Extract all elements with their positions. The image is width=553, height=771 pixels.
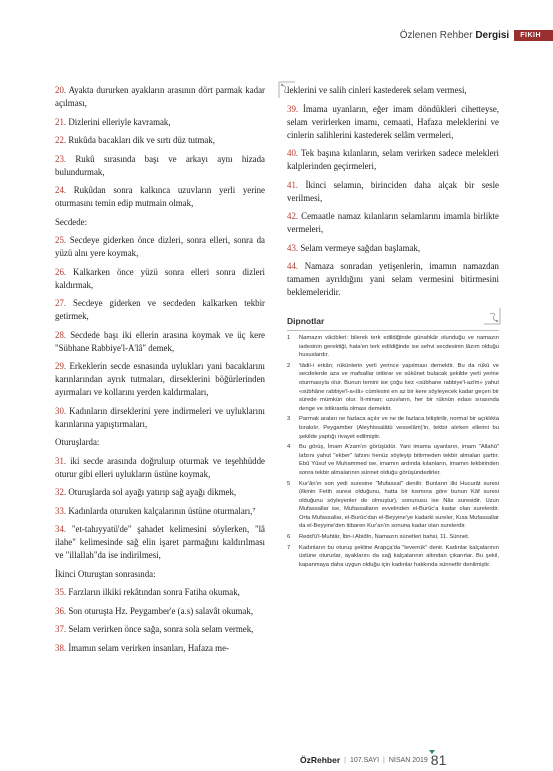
footer-separator: | — [344, 756, 346, 764]
footnote-text: Namazın vâcibleri: bilerek terk edildiğinde günahkâr olunduğu ve namazın iadesinin gerektiği, hata'en terk edildiğinde ise sehvi secdesinin lâzım olduğu hususlardır. — [299, 335, 499, 359]
item-text: İmama uyanların, eğer imam döndükleri cihetteyse, selam verirlerken imamı, cemaati, Hafaza meleklerini ve cinlerin salihlerini kastederek selâm vermeleri, — [287, 103, 499, 140]
paragraph-item — [55, 486, 265, 499]
paragraph-item — [55, 505, 265, 518]
right-column-body — [287, 84, 499, 299]
item-text: Kadınların dirseklerini yere indirmeleri ve uyluklarını karınlarına yapıştırmaları, — [55, 405, 265, 429]
item-number: 26. — [55, 266, 67, 277]
paragraph-item — [287, 179, 499, 205]
paragraph-item — [55, 234, 265, 260]
item-number: 41. — [287, 179, 299, 190]
footnote — [287, 533, 499, 542]
paragraph-item — [55, 297, 265, 323]
item-text: Ayakta dururken ayakların arasının dört parmak kadar açılması, — [55, 85, 265, 108]
item-number: 44. — [287, 261, 299, 271]
footnote-number: 3 — [287, 416, 291, 423]
item-text: Dizlerini elleriyle kavramak, — [66, 116, 171, 127]
item-text: Rukû sırasında başı ve arkayı aynı hizada bulundurmak, — [55, 153, 265, 177]
paragraph-item — [55, 216, 265, 229]
item-number: 24. — [55, 185, 67, 195]
item-text: Tek başına kılanların, selam verirken sadece melekleri kalplerinden geçirmeleri, — [287, 148, 499, 171]
paragraph-item — [55, 360, 265, 399]
item-number: 23. — [55, 153, 67, 164]
item-number: 43. — [287, 242, 299, 253]
item-text: Selam verirken önce sağa, sonra sola selam vermek, — [66, 624, 254, 634]
item-number: 39. — [287, 103, 299, 114]
section-tag: FIKIH — [514, 30, 553, 41]
item-number: 34. — [55, 524, 67, 534]
item-number: 21. — [55, 116, 67, 127]
footnote-number: 5 — [287, 480, 291, 487]
paragraph-item — [55, 116, 265, 129]
item-text: Secdede: — [55, 216, 88, 227]
item-text: Kadınlarda oturuken kalçalarının üstüne oturmaları,⁷ — [66, 505, 256, 516]
paragraph-item — [55, 455, 265, 481]
paragraph-item — [287, 260, 499, 299]
footnote-number: 6 — [287, 534, 291, 541]
page-footer — [300, 752, 446, 768]
footnote — [287, 443, 499, 477]
footnotes-list — [287, 334, 499, 569]
footnotes-title: Dipnotlar — [287, 315, 499, 328]
item-text: Namaza sonradan yetişenlerin, imamın namazdan tamamen ayrıldığını yani selam vermesini bitirmesini beklemeleridir. — [287, 261, 499, 297]
footnote-text: Kadınların bu oturuş şekline Arapça'da "teverrük" denir. Kadınlar kalçalarının üstüne otururlar, ayaklarını da sağ kalçalarının altından çıkarırlar. Bu şekil, kapanmaya daha uygun olduğu için kadınlar hakkında sünnettir denilmiştir. — [299, 544, 499, 568]
paragraph-item — [55, 623, 265, 636]
footnote — [287, 415, 499, 441]
page-header — [400, 28, 553, 42]
item-number: 29. — [55, 361, 67, 371]
item-text: Erkeklerin secde esnasında uylukları yani bacaklarını karınlarından ayrık tutmaları, dirseklerini böğürlerinden ayırmaları ve kollarını yerden kaldırmaları, — [55, 361, 265, 397]
item-text: Secdede başı iki ellerin arasına koymak ve üç kere "Sübhane Rabbiye'l-A'lâ" demek, — [55, 329, 265, 353]
item-text: iki secde arasında doğruluıp oturmak ve teşehhüdde oturur gibi elleri uylukların üstüne koymak, — [55, 455, 265, 479]
paragraph-item — [55, 436, 265, 449]
item-text: İkinci selamın, birinciden daha alçak bir sesle verilmesi, — [287, 179, 499, 203]
item-text: Cemaatle namaz kılanların selamlarını imamla birlikte vermeleri, — [287, 211, 499, 234]
footnote — [287, 480, 499, 532]
footnote-text: Parmak araları ne fazlaca açılır ve ne de fazlaca bitiştirilir, normal bir açıklıkta bırakılır. Peygamber (Aleyhissalâtü vesselâm)'in, tekbir alırken ellerini bu şekilde yaptığı rivayet edilmiştir. — [299, 416, 499, 440]
item-number: 31. — [55, 455, 67, 466]
item-text: Secdeye giderken ve secdeden kalkarken tekbir getirmek, — [55, 298, 265, 321]
magazine-title — [400, 30, 510, 41]
footnote-number: 7 — [287, 544, 291, 551]
paragraph-item — [55, 605, 265, 618]
paragraph-item — [55, 84, 265, 110]
item-number: 30. — [55, 405, 67, 416]
footnote-text: 'tâdil-i erkân; rükünlerin yerli yerince yapılması demektir. Bu da rükû ve secdelerde aza ve mafsallar istikrar ve sükûnet bulacak şekilde yerli yerine oturmasıyla olur. Bunun temini ise çoğu kez «sübhane rabbiye'l-azîm» yahut «sübhâne rabbiye'l-a«lâ» cümlesini en az bir kere söyleyecek kadar geçen bir sürede mümkün olur. İt-minan; uzuvların, her bir rüknün edası sırasında denge ve istikrarda olması demektir. — [299, 362, 499, 412]
footnote-number: 1 — [287, 335, 291, 341]
magazine-title-bold: Dergisi — [475, 29, 510, 41]
item-number: 32. — [55, 487, 67, 497]
item-text: Oturuşlarda: — [55, 437, 100, 447]
item-text: "et-tahıyyatü'de" şahadet kelimesini söylerken, "lâ ilahe" kelimesinde sağ elin işaret parmağını kaldırılması ve "illallah"da ise indirilmesi, — [55, 524, 265, 560]
item-number: 27. — [55, 298, 67, 308]
item-number: 35. — [55, 587, 67, 597]
paragraph-item — [287, 210, 499, 236]
item-number: 33. — [55, 505, 67, 516]
footer-issue: 107.SAYI — [349, 756, 380, 764]
item-text: leklerini ve salih cinleri kastederek selam vermesi, — [287, 85, 467, 95]
item-text: Son oturuşta Hz. Peygamber'e (a.s) salavât okumak, — [66, 605, 254, 616]
item-text: Oturuşlarda sol ayağı yatırıp sağ ayağı dikmek, — [66, 487, 237, 497]
footnote-text: Bu görüş, İmam A'zam'ın görüşüdür. Yani imama uyanların, imam "Allahû" lafzını yahut "ekber" lafzını henüz söyleyip bitirmeden tekbir almaları şarttır. Ebû Yûsuf ve Muhammed ise, imamın ardında kılanların, imamın tekbirinden sonra tekbir almalarının sünnet olduğu görüşündedirler. — [299, 444, 499, 476]
item-number: 42. — [287, 211, 299, 221]
right-column — [287, 84, 499, 571]
item-number: 37. — [55, 624, 67, 634]
item-text: Farzların ilkiki rekâtından sonra Fatiha okumak, — [66, 587, 240, 597]
footer-logo: ÖzRehber — [300, 755, 341, 765]
paragraph-item — [55, 266, 265, 292]
paragraph-item — [55, 153, 265, 179]
item-number: 38. — [55, 642, 67, 653]
item-number: 28. — [55, 329, 67, 340]
item-text: Selam vermeye sağdan başlamak, — [298, 242, 421, 253]
footnote-number: 4 — [287, 444, 291, 451]
paragraph-item — [287, 84, 499, 97]
item-number: 36. — [55, 605, 67, 616]
item-text: Kalkarken önce yüzü sonra elleri sonra dizleri kaldırmak, — [55, 266, 265, 290]
paragraph-item — [55, 568, 265, 581]
paragraph-item — [55, 184, 265, 210]
paragraph-item — [55, 523, 265, 562]
paragraph-item — [55, 134, 265, 147]
paragraph-item — [287, 103, 499, 142]
footnote-text: Redd'ü'l-Muhtâr, İbn-i Abidîn, Namazın sünetleri bahsi, 11. Sünnet. — [299, 534, 470, 541]
item-number: 40. — [287, 148, 299, 158]
paragraph-item — [287, 147, 499, 173]
paragraph-item — [55, 586, 265, 599]
item-text: İmamın selam verirken insanları, Hafaza me- — [66, 642, 229, 653]
left-column — [55, 84, 265, 660]
footnote — [287, 544, 499, 570]
footnote — [287, 334, 499, 360]
item-text: Rukûdan sonra kalkınca uzuvların yerli yerine oturmasını temin edip mutmain olmak, — [55, 185, 265, 208]
footer-date: NİSAN 2019 — [388, 756, 428, 764]
footnote-text: Kur'ân'ın son yedi suresine "Mufassal" denilir. Bunların ilki Hucurât suresi (ilkinin Fetih suresi olduğunu, hatta bir kısmına göre bunun Kâf suresi olduğunu söyleyenler de olmuştur), sonunusu ise Nâs suresidir. Uzun Mufassallar ise, Mufassalların evvelinden el-Burûc'a kadar olan surelerdir. Orta Mufassallar, el-Burûc'dan el-Beyyine'ye kadarki sureler, Kısa Mufassallar da el-Beyyine'den itibaren Kur'an'ın sonuna kadar olan surelerdir. — [299, 480, 499, 530]
item-text: Rukûda bacakları dik ve sırtı düz tutmak, — [66, 135, 215, 145]
paragraph-item — [55, 642, 265, 655]
page-number: 81 — [430, 752, 447, 768]
footer-separator: | — [383, 756, 385, 764]
paragraph-item — [287, 242, 499, 255]
item-text: Secdeye giderken önce dizleri, sonra elleri, sonra da yüzü alnı yere koymak, — [55, 235, 265, 258]
item-number: 20. — [55, 85, 67, 95]
footnote — [287, 362, 499, 414]
paragraph-item — [55, 405, 265, 431]
item-number: 22. — [55, 135, 67, 145]
footnote-number: 2 — [287, 362, 291, 369]
magazine-title-light: Özlenen Rehber — [399, 29, 476, 41]
item-text: İkinci Oturuştan sonrasında: — [55, 568, 156, 579]
paragraph-item — [55, 329, 265, 355]
item-number: 25. — [55, 235, 67, 245]
